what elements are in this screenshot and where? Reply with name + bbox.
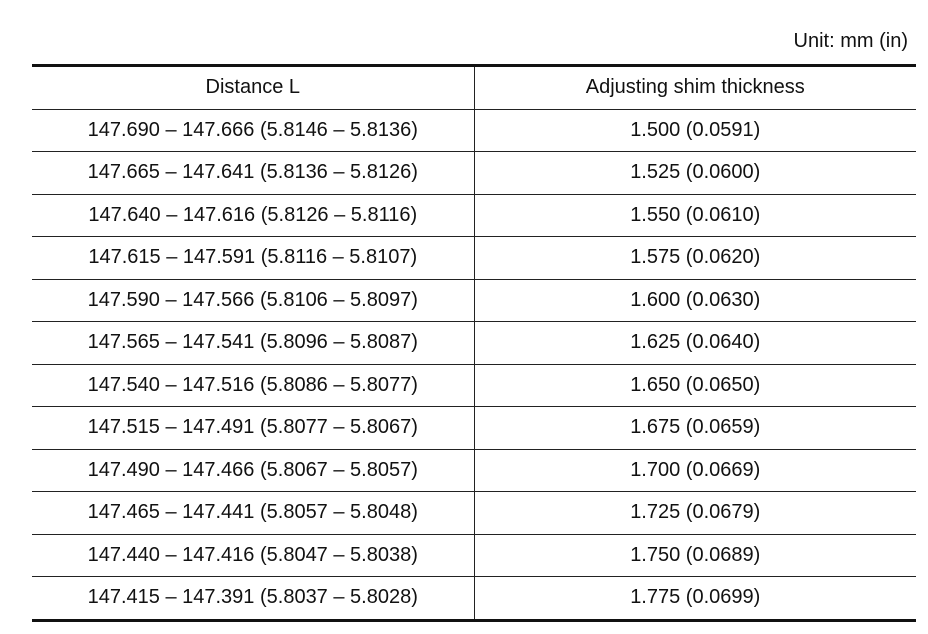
distance-cell: 147.515 – 147.491 (5.8077 – 5.8067): [32, 407, 474, 450]
table-row: [32, 449, 916, 492]
shim-thickness-cell: 1.750 (0.0689): [474, 534, 916, 577]
distance-cell: 147.665 – 147.641 (5.8136 – 5.8126): [32, 152, 474, 195]
distance-cell: 147.490 – 147.466 (5.8067 – 5.8057): [32, 449, 474, 492]
unit-label: Unit: mm (in): [793, 30, 908, 52]
shim-thickness-cell: 1.650 (0.0650): [474, 364, 916, 407]
column-header-distance: Distance L: [32, 66, 474, 110]
shim-thickness-cell: 1.500 (0.0591): [474, 109, 916, 152]
table-header-row: [32, 66, 916, 110]
shim-thickness-cell: 1.725 (0.0679): [474, 492, 916, 535]
distance-cell: 147.565 – 147.541 (5.8096 – 5.8087): [32, 322, 474, 365]
table-row: [32, 109, 916, 152]
distance-cell: 147.440 – 147.416 (5.8047 – 5.8038): [32, 534, 474, 577]
shim-table: [32, 64, 916, 622]
shim-thickness-cell: 1.775 (0.0699): [630, 586, 761, 609]
table-row: [32, 279, 916, 322]
column-header-shim-thickness: Adjusting shim thickness: [474, 66, 916, 110]
table-row: [32, 194, 916, 237]
shim-thickness-cell: 1.525 (0.0600): [474, 152, 916, 195]
shim-thickness-cell: 1.550 (0.0610): [474, 194, 916, 237]
table-row: [32, 237, 916, 280]
table-row: [32, 364, 916, 407]
distance-cell: 147.415 – 147.391 (5.8037 – 5.8028): [32, 577, 474, 621]
shim-thickness-cell: 1.600 (0.0630): [474, 279, 916, 322]
shim-thickness-cell: 1.625 (0.0640): [474, 322, 916, 365]
table-row: [32, 577, 916, 621]
shim-thickness-cell: 1.700 (0.0669): [474, 449, 916, 492]
shim-thickness-cell: 1.575 (0.0620): [474, 237, 916, 280]
table-row: [32, 407, 916, 450]
table-row: [32, 492, 916, 535]
distance-cell: 147.690 – 147.666 (5.8146 – 5.8136): [32, 109, 474, 152]
distance-cell: 147.465 – 147.441 (5.8057 – 5.8048): [32, 492, 474, 535]
shim-thickness-cell: 1.675 (0.0659): [474, 407, 916, 450]
table-row: [32, 322, 916, 365]
distance-cell: 147.590 – 147.566 (5.8106 – 5.8097): [32, 279, 474, 322]
table-row: [32, 534, 916, 577]
distance-cell: 147.540 – 147.516 (5.8086 – 5.8077): [32, 364, 474, 407]
distance-cell: 147.640 – 147.616 (5.8126 – 5.8116): [32, 194, 474, 237]
distance-cell: 147.615 – 147.591 (5.8116 – 5.8107): [32, 237, 474, 280]
table-row: [32, 152, 916, 195]
